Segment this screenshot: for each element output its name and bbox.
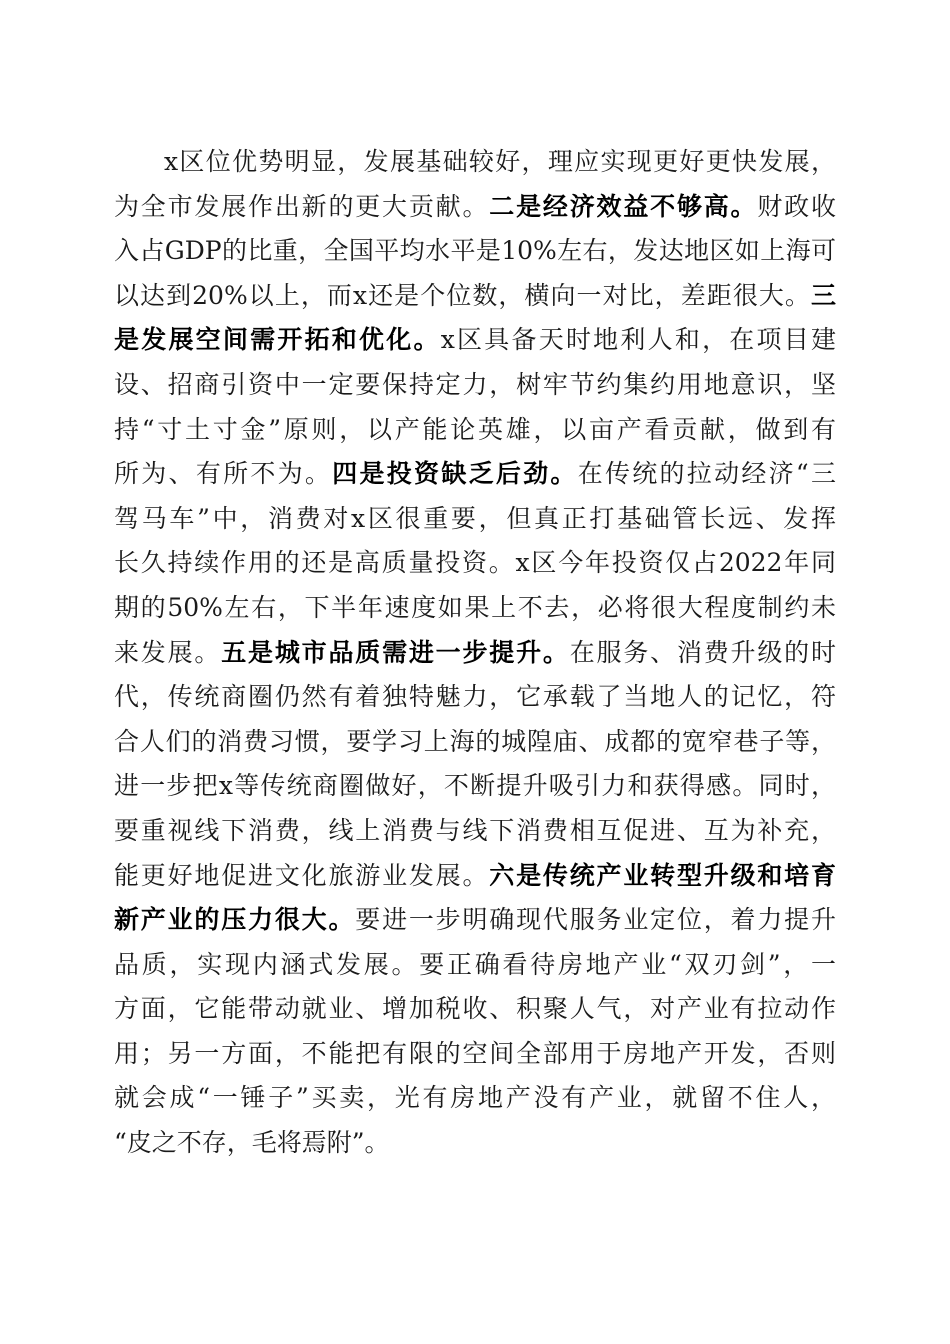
body-text: 设、招商引资中一定要保持定力，树牢节约集约用地意识，坚 [114, 369, 836, 399]
body-text: 要重视线下消费，线上消费与线下消费相互促进、互为补充， [114, 815, 836, 845]
text-line [114, 274, 836, 319]
text-line [114, 1076, 836, 1121]
body-text: 以达到20%以上，而x还是个位数，横向一对比，差距很大。 [114, 280, 811, 310]
text-line [114, 497, 836, 542]
body-text: 入占GDP的比重，全国平均水平是10%左右，发达地区如上海可 [114, 236, 836, 266]
body-text: 期的50%左右，下半年速度如果上不去，必将很大程度制约未 [114, 592, 836, 622]
body-text: 长久持续作用的还是高质量投资。x区今年投资仅占2022年同 [114, 548, 836, 578]
text-line [114, 229, 836, 274]
body-text: 所为、有所不为。 [114, 459, 333, 489]
body-text: 就会成“一锤子”买卖，光有房地产没有产业，就留不住人， [114, 1083, 836, 1113]
body-text: 驾马车”中，消费对x区很重要，但真正打基础管长远、发挥 [114, 503, 836, 533]
text-line [114, 764, 836, 809]
body-text: 品质，实现内涵式发展。要正确看待房地产业“双刃剑”，一 [114, 949, 836, 979]
text-line [114, 452, 836, 497]
bold-heading-text: 五是城市品质需进一步提升。 [221, 637, 570, 667]
body-text: “皮之不存，毛将焉附”。 [114, 1128, 390, 1158]
text-line [114, 586, 836, 631]
bold-heading-text: 是发展空间需开拓和优化。 [114, 325, 441, 355]
text-line [114, 1032, 836, 1077]
body-text: 为全市发展作出新的更大贡献。 [114, 191, 490, 221]
bold-heading-text: 六是传统产业转型升级和培育 [489, 860, 836, 890]
bold-heading-text: 四是投资缺乏后劲。 [332, 459, 578, 489]
bold-heading-text: 三 [810, 280, 836, 310]
text-line [114, 1121, 836, 1166]
text-line [114, 185, 836, 230]
text-line [114, 318, 836, 363]
bold-heading-text: 新产业的压力很大。 [114, 905, 356, 935]
text-line [114, 631, 836, 676]
text-line [114, 943, 836, 988]
body-text: 来发展。 [114, 637, 222, 667]
text-line [114, 720, 836, 765]
body-text: 能更好地促进文化旅游业发展。 [114, 860, 490, 890]
body-text: 进一步把x等传统商圈做好，不断提升吸引力和获得感。同时， [114, 771, 836, 801]
text-line [114, 854, 836, 899]
bold-heading-text: 二是经济效益不够高。 [489, 191, 758, 221]
body-text: 在服务、消费升级的时 [569, 637, 836, 667]
body-paragraph [114, 140, 836, 1166]
text-line [114, 363, 836, 408]
body-text: x区具备天时地利人和，在项目建 [440, 325, 836, 355]
text-line [114, 541, 836, 586]
text-line [114, 140, 836, 185]
body-text: 持“寸土寸金”原则，以产能论英雄，以亩产看贡献，做到有 [114, 414, 836, 444]
body-text: 财政收 [757, 191, 836, 221]
body-text: 要进一步明确现代服务业定位，着力提升 [355, 905, 836, 935]
text-line [114, 809, 836, 854]
body-text: 方面，它能带动就业、增加税收、积聚人气，对产业有拉动作 [114, 994, 836, 1024]
text-line [114, 675, 836, 720]
text-line [114, 408, 836, 453]
text-line [114, 987, 836, 1032]
text-line [114, 898, 836, 943]
body-text: x区位优势明显，发展基础较好，理应实现更好更快发展， [164, 147, 836, 176]
body-text: 用；另一方面，不能把有限的空间全部用于房地产开发，否则 [114, 1038, 836, 1068]
body-text: 合人们的消费习惯，要学习上海的城隍庙、成都的宽窄巷子等， [114, 726, 836, 756]
body-text: 代，传统商圈仍然有着独特魅力，它承载了当地人的记忆，符 [114, 682, 836, 712]
body-text: 在传统的拉动经济“三 [577, 459, 836, 489]
